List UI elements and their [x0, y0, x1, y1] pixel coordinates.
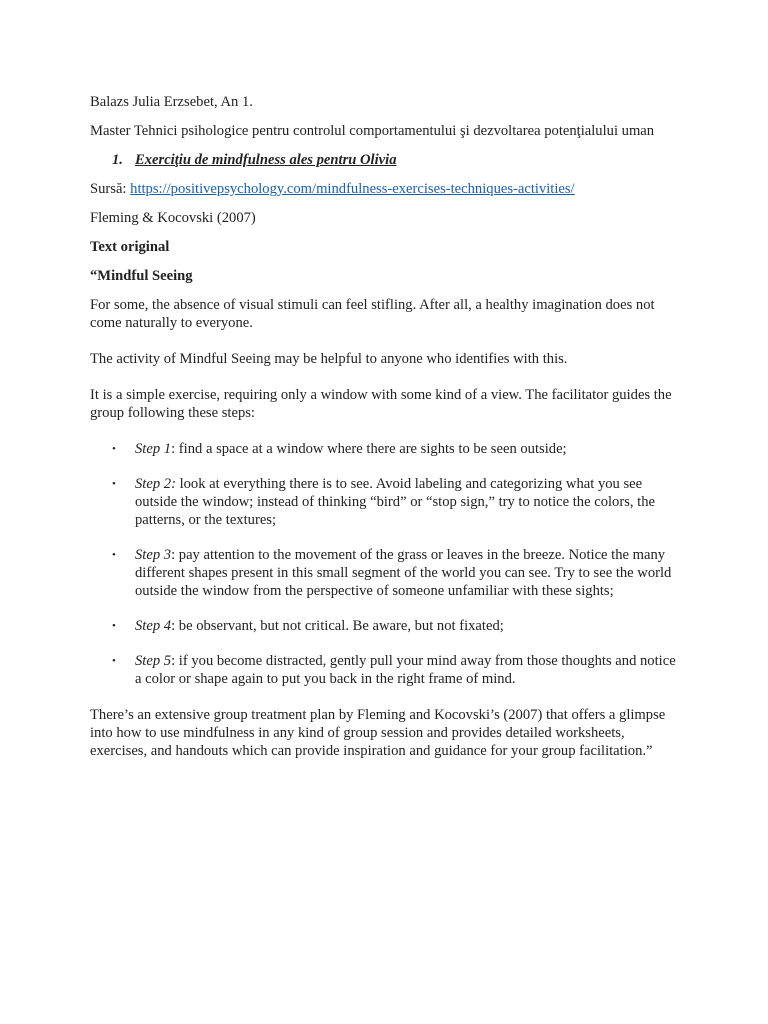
step-label: Step 2: — [135, 476, 176, 492]
section-title: Exerciţiu de mindfulness ales pentru Olivia — [135, 152, 397, 168]
step-item-3 — [90, 546, 680, 600]
author-line: Balazs Julia Erzsebet, An 1. — [90, 94, 253, 110]
step-label: Step 5 — [135, 653, 172, 669]
step-item-2 — [90, 475, 680, 529]
step-label: Step 3 — [135, 547, 172, 563]
step-item-4 — [90, 617, 680, 635]
bullet-icon: • — [112, 443, 116, 455]
document-page — [90, 93, 680, 760]
step-text: look at everything there is to see. Avoid labeling and categorizing what you see outside the window; instead of thinking “bird” or “stop sign,” try to notice the colors, the patterns, or the textures; — [135, 476, 656, 528]
bullet-icon: • — [112, 478, 116, 490]
section-heading — [90, 151, 680, 169]
bullet-icon: • — [112, 549, 116, 561]
closing-paragraph: There’s an extensive group treatment plan by Fleming and Kocovski’s (2007) that offers a glimpse into how to use mindfulness in any kind of group session and provides detailed worksheets, exercises, and handouts which can provide inspiration and guidance for your group facilitation.” — [90, 707, 666, 759]
step-text: : pay attention to the movement of the grass or leaves in the breeze. Notice the many different shapes present in this small segment of the world you can see. Try to see the world outside the window from the perspective of someone unfamiliar with these sights; — [135, 547, 672, 599]
source-link[interactable]: https://positivepsychology.com/mindfulness-exercises-techniques-activities/ — [130, 181, 575, 197]
program-line: Master Tehnici psihologice pentru controlul comportamentului şi dezvoltarea potenţialului uman — [90, 123, 655, 139]
step-label: Step 1 — [135, 441, 172, 457]
paragraph-1: For some, the absence of visual stimuli can feel stifling. After all, a healthy imagination does not come naturally to everyone. — [90, 297, 655, 331]
step-item-5 — [90, 652, 680, 688]
bullet-icon: • — [112, 620, 116, 632]
source-line — [90, 180, 680, 198]
step-label: Step 4 — [135, 618, 172, 634]
source-label: Sursă: — [90, 181, 127, 197]
steps-list — [90, 440, 680, 688]
section-number: 1. — [112, 152, 123, 168]
step-text: : be observant, but not critical. Be aware, but not fixated; — [171, 618, 504, 634]
original-text-heading: Text original — [90, 239, 170, 255]
reference-line: Fleming & Kocovski (2007) — [90, 210, 256, 226]
step-text: : if you become distracted, gently pull your mind away from those thoughts and notice a color or shape again to put you back in the right frame of mind. — [135, 653, 676, 687]
step-item-1 — [90, 440, 680, 458]
paragraph-3: It is a simple exercise, requiring only a window with some kind of a view. The facilitator guides the group following these steps: — [90, 387, 672, 421]
bullet-icon: • — [112, 655, 116, 667]
exercise-title: “Mindful Seeing — [90, 268, 193, 284]
step-text: : find a space at a window where there are sights to be seen outside; — [171, 441, 567, 457]
paragraph-2: The activity of Mindful Seeing may be helpful to anyone who identifies with this. — [90, 351, 568, 367]
